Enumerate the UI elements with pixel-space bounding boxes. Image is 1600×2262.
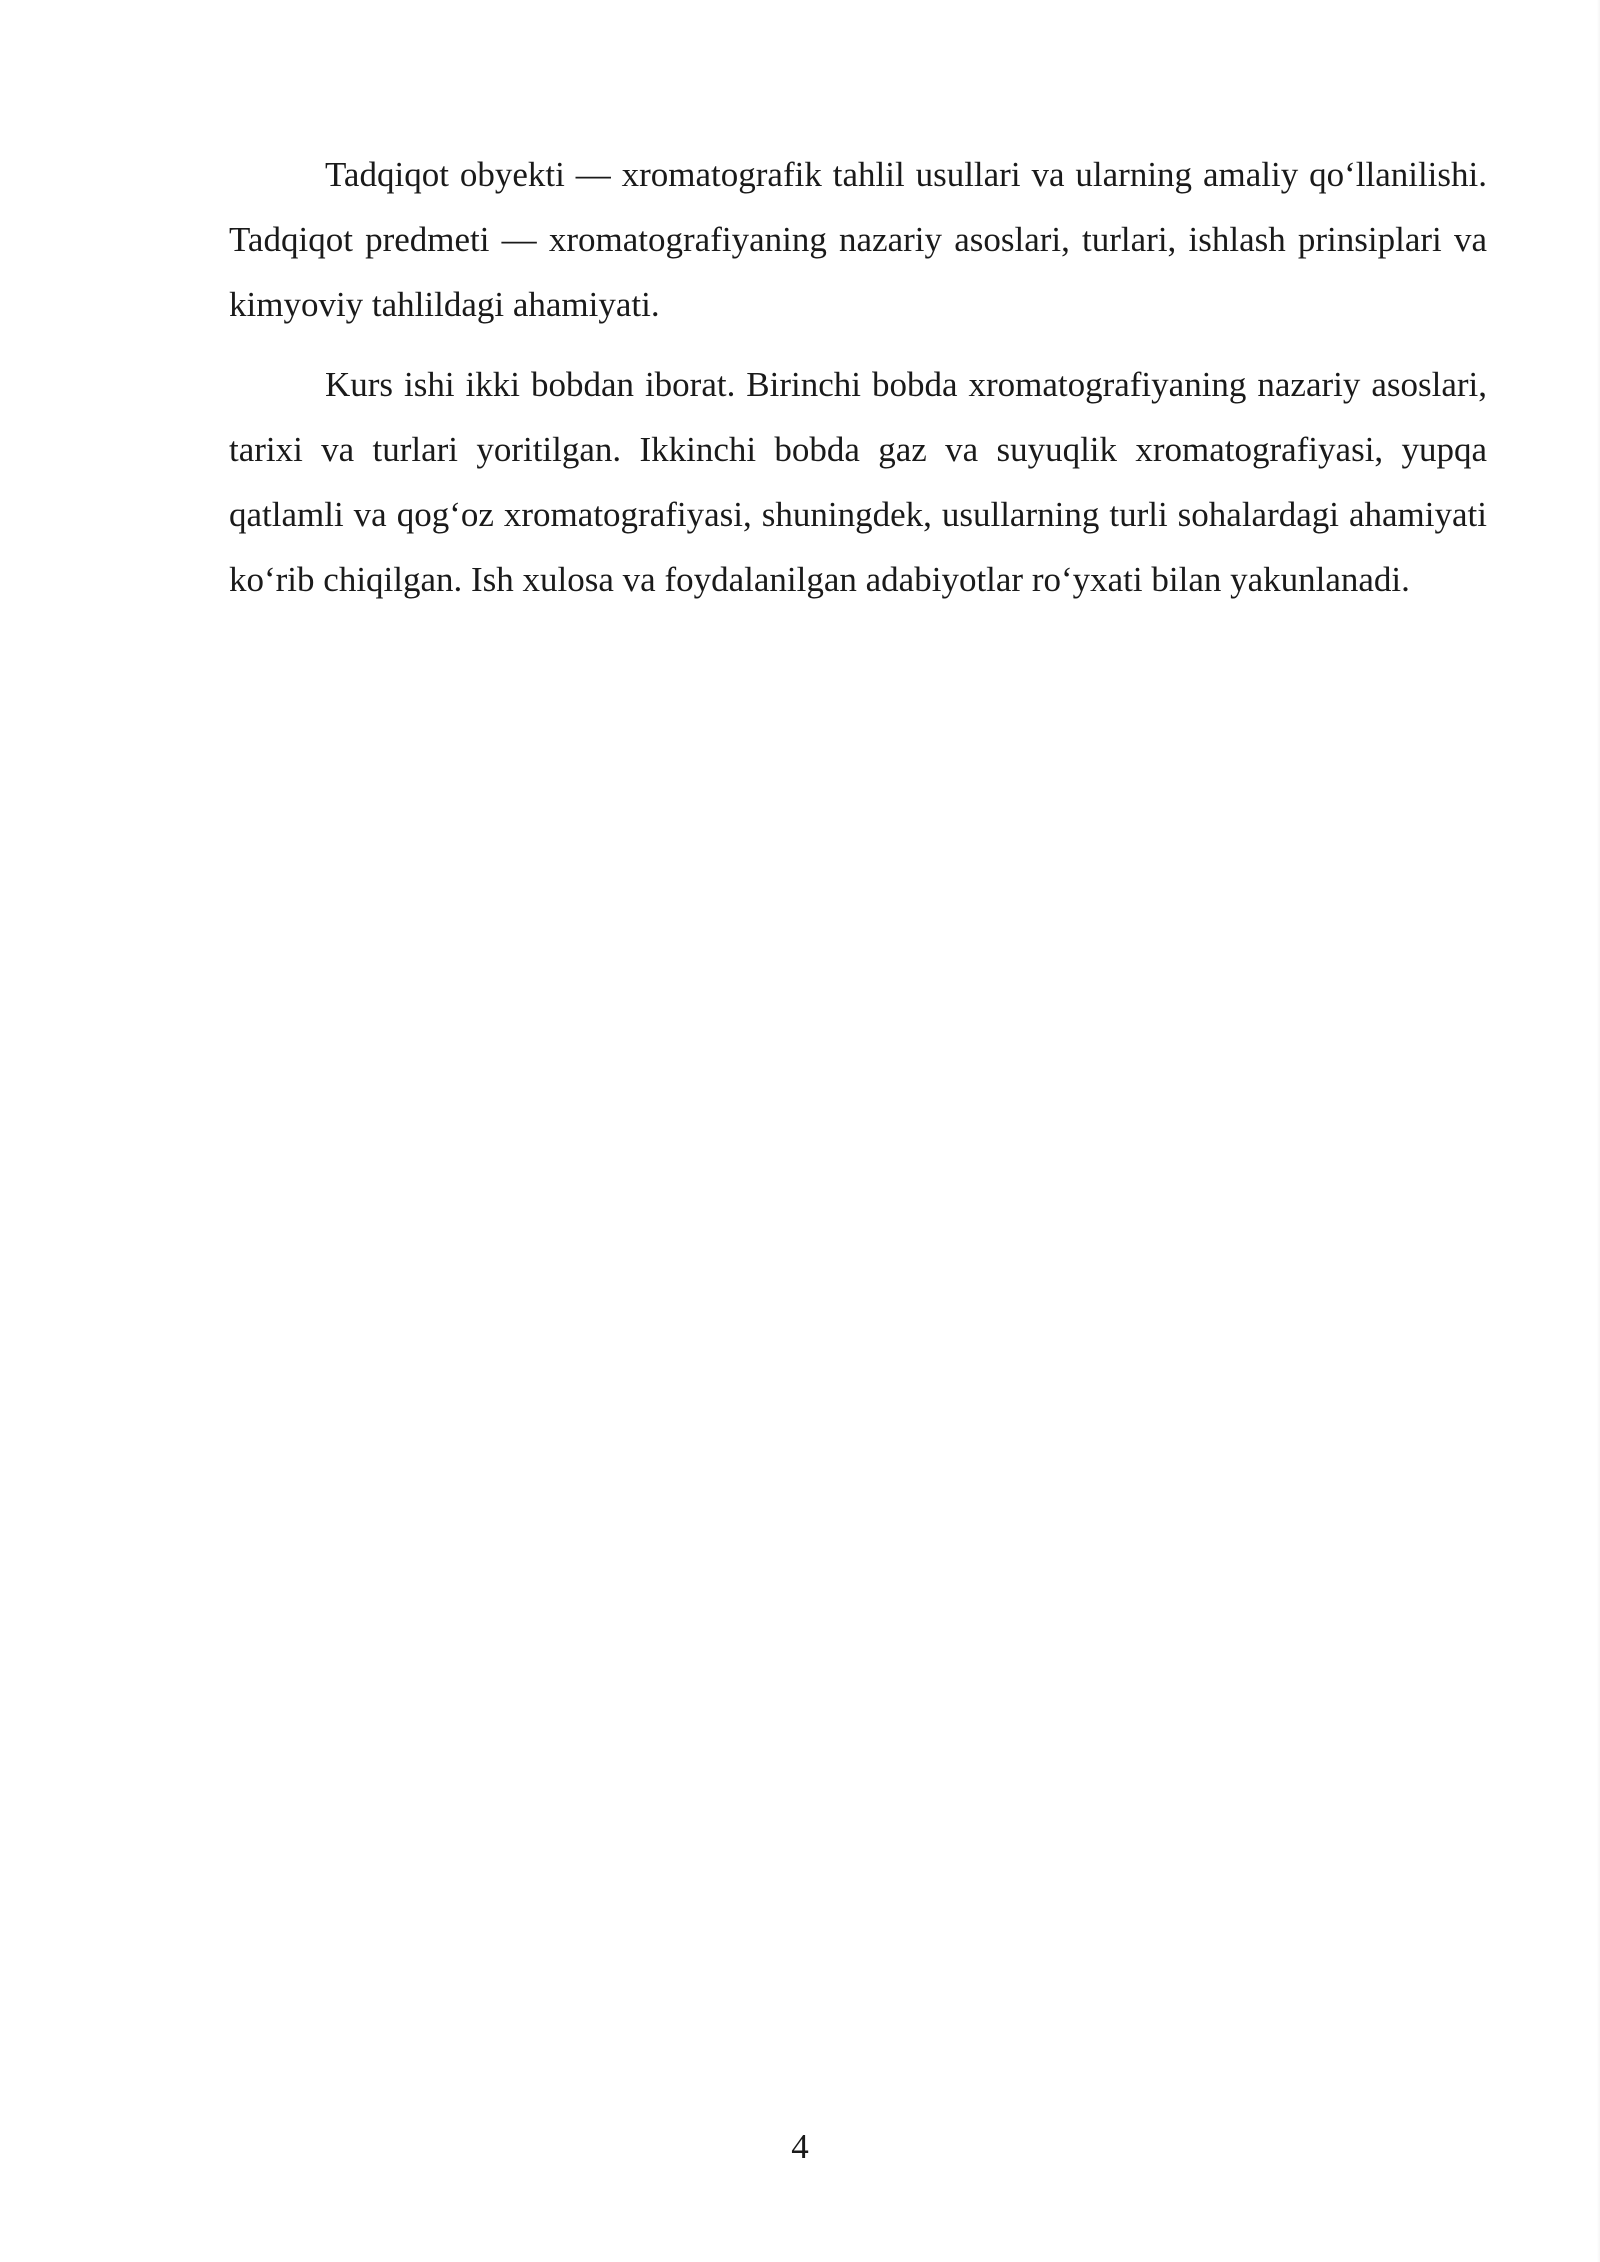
page-number: 4 — [791, 2127, 809, 2166]
paragraph-research-object: Tadqiqot obyekti — xromatografik tahlil usullari va ularning amaliy qo‘llanilishi. Tadqiqot predmeti — xromatografiyaning nazariy asoslari, turlari, ishlash prinsiplari va kimyoviy tahlildagi ahamiyati. — [229, 155, 1487, 324]
body-text — [229, 142, 1487, 612]
paragraph-course-structure: Kurs ishi ikki bobdan iborat. Birinchi bobda xromatografiyaning nazariy asoslari, tarixi va turlari yoritilgan. Ikkinchi bobda gaz va suyuqlik xromatografiyasi, yupqa qatlamli va qog‘oz xromatografiyasi, shuningdek, usullarning turli sohalardagi ahamiyati ko‘rib chiqilgan. Ish xulosa va foydalanilgan adabiyotlar ro‘yxati bilan yakunlanadi. — [229, 365, 1487, 599]
